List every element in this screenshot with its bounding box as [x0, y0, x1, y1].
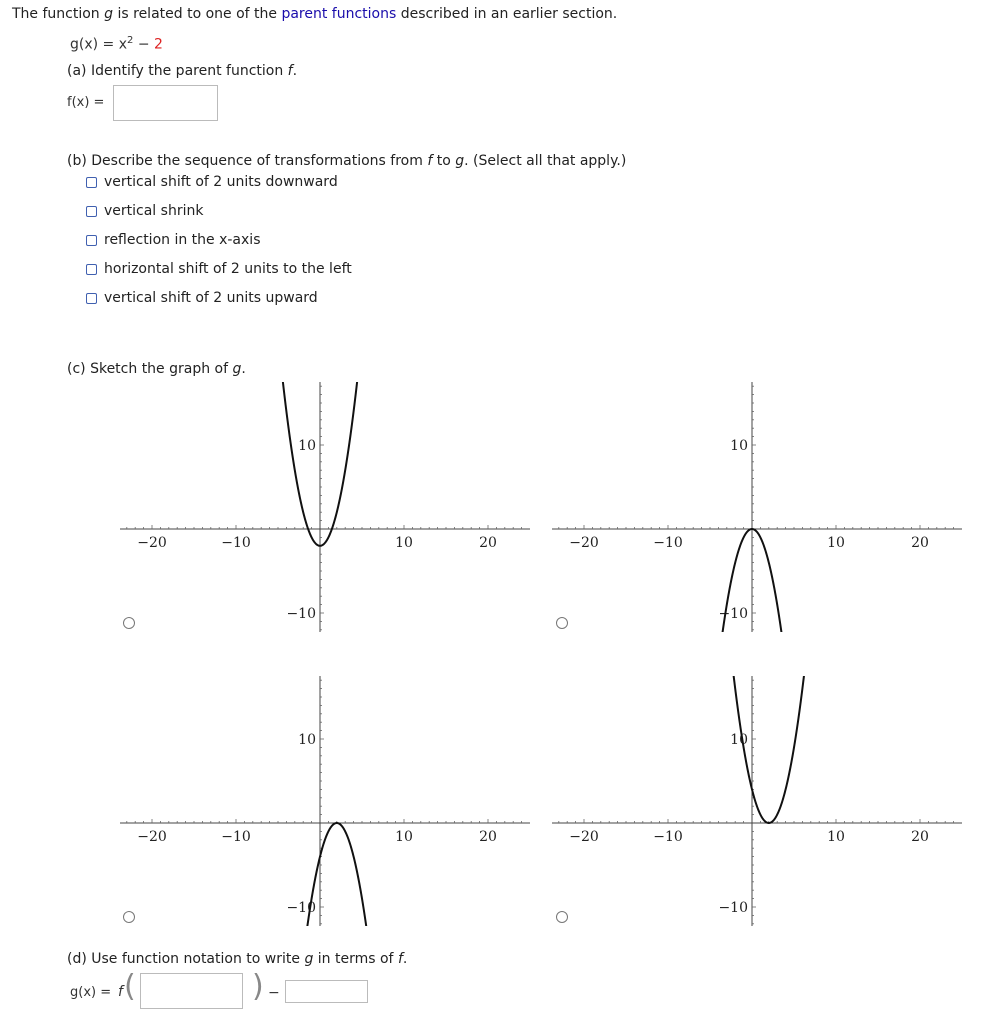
y-tick-label: −10	[718, 900, 748, 916]
y-tick-label: 10	[730, 732, 748, 748]
x-tick-label: 10	[827, 829, 845, 845]
problem-intro	[12, 6, 617, 22]
y-tick-label: −10	[718, 606, 748, 622]
checkbox[interactable]	[86, 177, 97, 188]
x-tick-label: 10	[395, 535, 413, 551]
x-tick-label: −10	[221, 829, 251, 845]
part-a-var: f	[287, 63, 293, 79]
intro-text-3: described in an earlier section.	[396, 6, 618, 22]
x-tick-label: 20	[479, 535, 497, 551]
part-b-to: to	[432, 153, 456, 169]
checkbox[interactable]	[86, 293, 97, 304]
checkbox[interactable]	[86, 264, 97, 275]
function-constant: 2	[154, 36, 163, 53]
function-minus: −	[133, 36, 155, 53]
graph-option-4	[552, 676, 962, 926]
x-tick-label: 20	[911, 829, 929, 845]
y-tick-label: 10	[730, 438, 748, 454]
graph-option-2	[552, 382, 962, 632]
transformation-option-2[interactable]	[86, 203, 203, 219]
checkbox[interactable]	[86, 235, 97, 246]
x-tick-label: 10	[827, 535, 845, 551]
transformation-option-3[interactable]	[86, 232, 260, 248]
y-tick-label: 10	[298, 732, 316, 748]
y-tick-label: −10	[286, 900, 316, 916]
function-lhs: g(x) = x	[70, 36, 128, 53]
parent-functions-link[interactable]: parent functions	[281, 6, 397, 22]
part-d-f: f	[397, 951, 403, 967]
part-c-var: g	[232, 361, 242, 377]
checkbox[interactable]	[86, 206, 97, 217]
parent-function-input[interactable]	[113, 85, 218, 121]
x-tick-label: −20	[569, 535, 599, 551]
transformation-option-1[interactable]	[86, 174, 338, 190]
part-d-label	[67, 951, 407, 967]
part-b-label	[67, 153, 626, 169]
part-d-f-func: f	[118, 984, 123, 1000]
intro-var: g	[104, 6, 114, 22]
part-d-middle: in terms of	[313, 951, 398, 967]
part-d-g: g	[304, 951, 314, 967]
part-a-text: (a) Identify the parent function	[67, 63, 288, 79]
transformation-option-5[interactable]	[86, 290, 318, 306]
transformation-option-4[interactable]	[86, 261, 352, 277]
constant-input[interactable]	[285, 980, 368, 1003]
graph-option-1-radio[interactable]	[123, 617, 135, 629]
option-label: reflection in the x-axis	[104, 232, 261, 248]
function-definition	[70, 35, 163, 53]
part-a-dot: .	[292, 63, 298, 79]
part-a-label	[67, 63, 297, 79]
x-tick-label: 20	[479, 829, 497, 845]
graph-option-4-radio[interactable]	[556, 911, 568, 923]
part-b-g: g	[455, 153, 465, 169]
option-label: horizontal shift of 2 units to the left	[104, 261, 352, 277]
part-c-label	[67, 361, 246, 377]
intro-text-2: is related to one of the	[113, 6, 282, 22]
option-label: vertical shrink	[104, 203, 204, 219]
part-b-text: (b) Describe the sequence of transformations from	[67, 153, 428, 169]
option-label: vertical shift of 2 units downward	[104, 174, 338, 190]
intro-text: The function	[12, 6, 105, 22]
inner-expression-input[interactable]	[140, 973, 243, 1009]
option-label: vertical shift of 2 units upward	[104, 290, 318, 306]
part-c-dot: .	[241, 361, 246, 377]
x-tick-label: −20	[137, 829, 167, 845]
part-a-answer-label: f(x) =	[67, 95, 105, 110]
minus-sign: −	[268, 985, 280, 1001]
graph-option-3	[120, 676, 530, 926]
part-d-dot: .	[402, 951, 408, 967]
x-tick-label: 20	[911, 535, 929, 551]
y-tick-label: −10	[286, 606, 316, 622]
part-c-text: (c) Sketch the graph of	[67, 361, 233, 377]
part-d-text: (d) Use function notation to write	[67, 951, 305, 967]
x-tick-label: −20	[137, 535, 167, 551]
x-tick-label: −20	[569, 829, 599, 845]
part-d-lhs: g(x) =	[70, 985, 112, 1000]
y-tick-label: 10	[298, 438, 316, 454]
graph-option-1	[120, 382, 530, 632]
x-tick-label: −10	[653, 535, 683, 551]
graph-option-3-radio[interactable]	[123, 911, 135, 923]
part-b-f: f	[427, 153, 433, 169]
x-tick-label: −10	[221, 535, 251, 551]
x-tick-label: 10	[395, 829, 413, 845]
graph-option-2-radio[interactable]	[556, 617, 568, 629]
part-b-suffix: . (Select all that apply.)	[464, 153, 627, 169]
open-paren: (	[124, 969, 136, 1004]
parabola-curve	[728, 676, 809, 823]
close-paren: )	[252, 969, 264, 1004]
x-tick-label: −10	[653, 829, 683, 845]
function-exponent: 2	[127, 35, 134, 46]
